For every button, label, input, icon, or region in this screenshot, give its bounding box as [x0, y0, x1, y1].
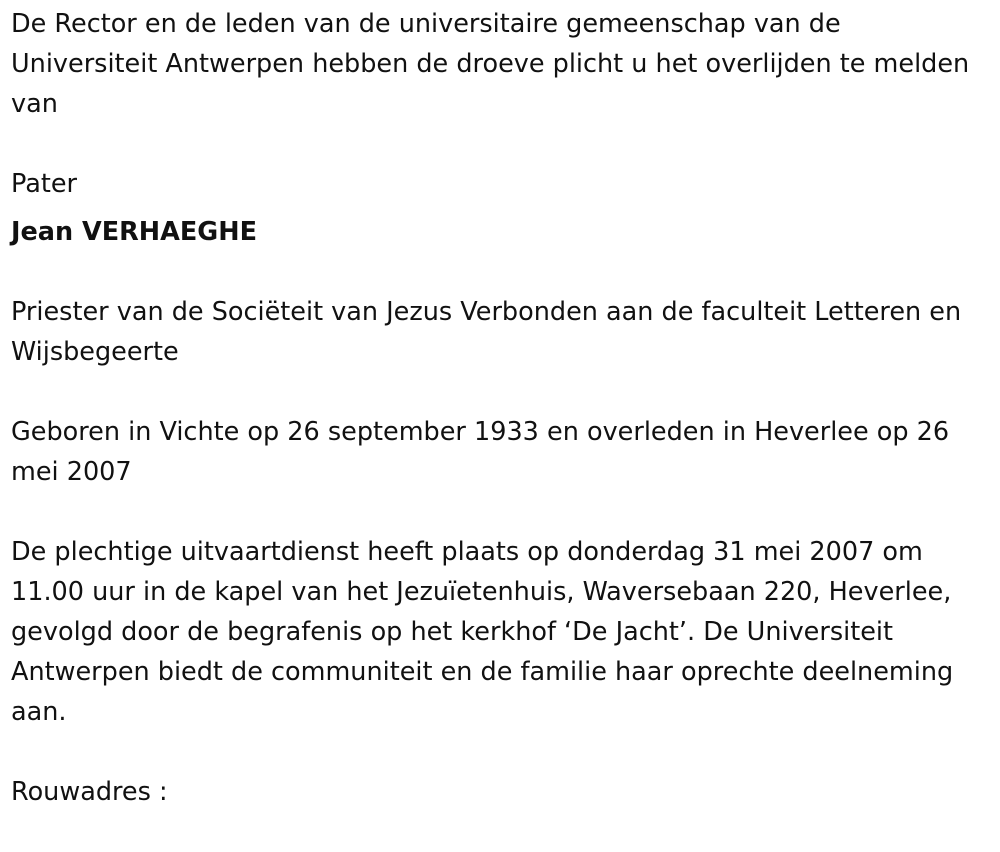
address-label: Rouwadres : [11, 777, 168, 807]
intro-paragraph: De Rector en de leden van de universitaire gemeenschap van de Universiteit Antwerpen hebben de droeve plicht u het overlijden te melden van [11, 9, 970, 119]
birth-death-paragraph: Geboren in Vichte op 26 september 1933 en overleden in Heverlee op 26 mei 2007 [11, 417, 950, 487]
funeral-paragraph: De plechtige uitvaartdienst heeft plaats op donderdag 31 mei 2007 om 11.00 uur in de kapel van het Jezuïetenhuis, Waversebaan 220, Heverlee, gevolgd door de begrafenis op het kerkhof ‘De Jacht’. De Universiteit Antwerpen biedt de communiteit en de familie haar oprechte deelneming aan. [11, 537, 954, 727]
obituary-document [11, 4, 991, 852]
title-prefix: Pater [11, 169, 78, 199]
role-paragraph: Priester van de Sociëteit van Jezus Verbonden aan de faculteit Letteren en Wijsbegeerte [11, 297, 962, 367]
deceased-name: Jean VERHAEGHE [11, 217, 257, 247]
